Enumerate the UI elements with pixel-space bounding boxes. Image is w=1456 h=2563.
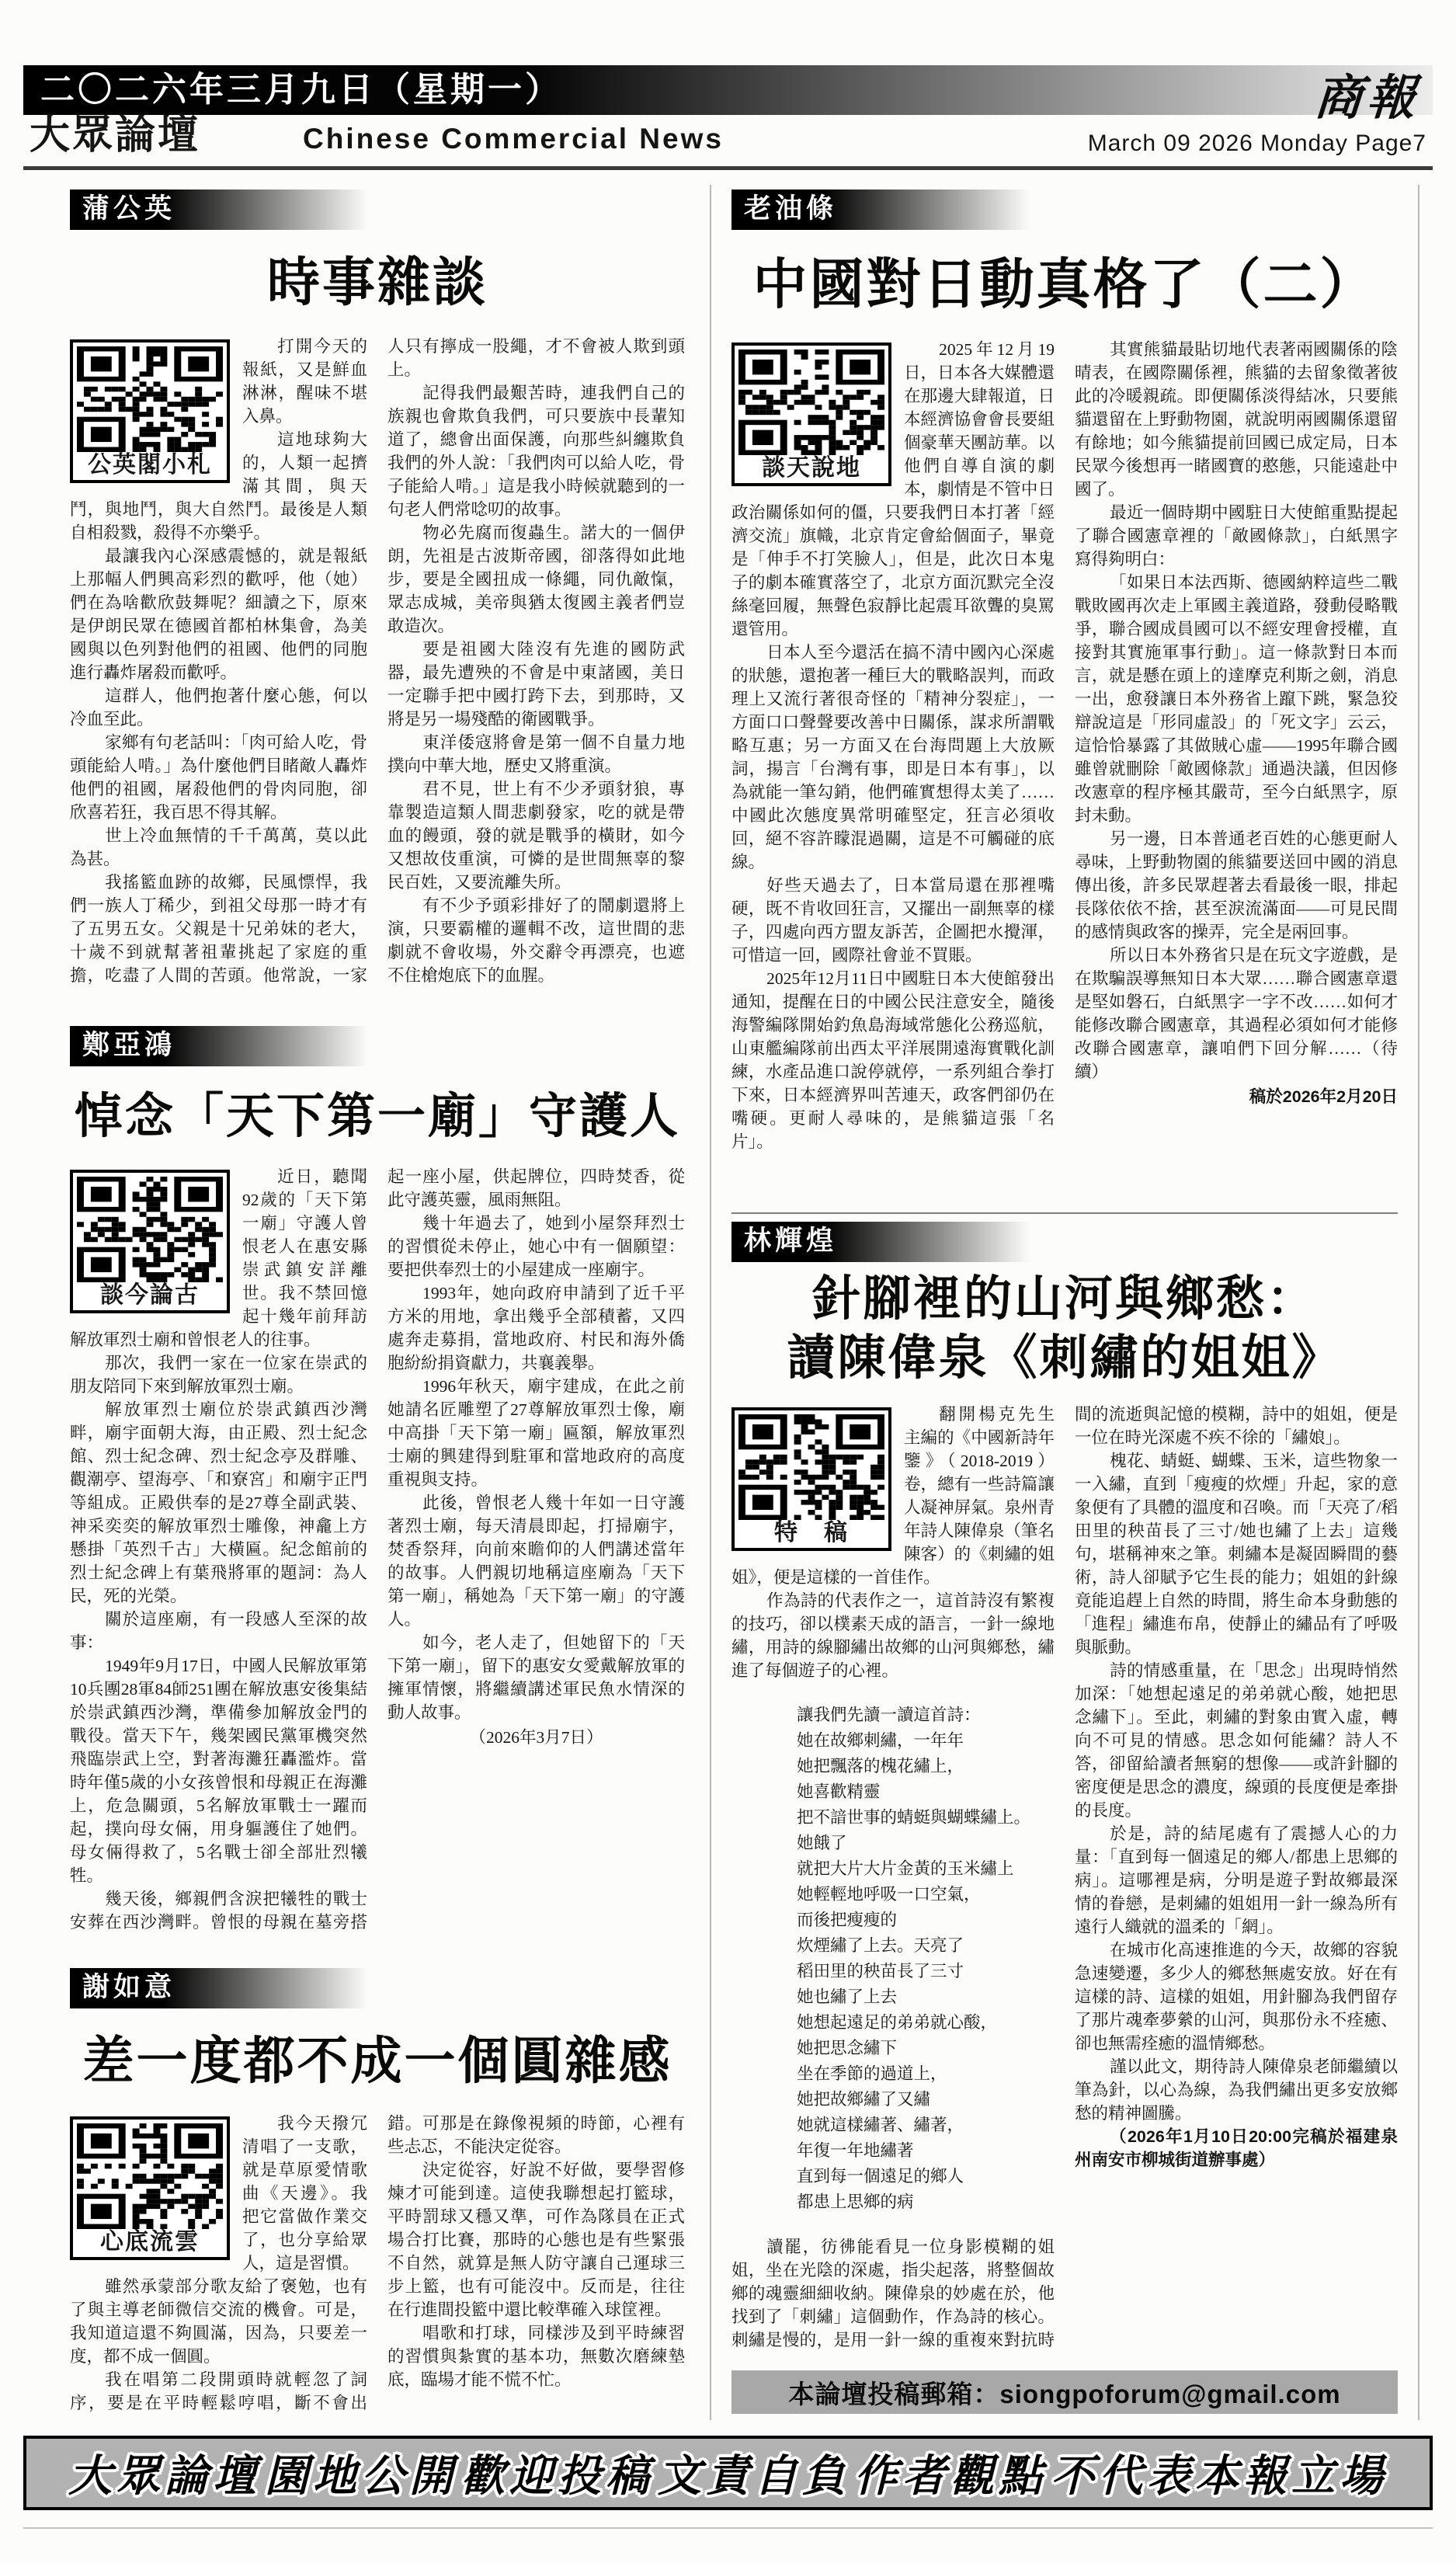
poem-line: 稻田里的秧苗長了三寸 [797,1962,964,1981]
qr-caption: 特 稿 [774,1520,849,1546]
para: 所以日本外務省只是在玩文字遊戲，是在欺騙誤導無知日本大眾……聯合國憲章還是堅如磐石，白紙黑字一字不改……如何才能修改聯合國憲章，其過程必須如何才能修改聯合國憲章，讓咱們下回分解……（待續） [1075,946,1398,1081]
subheader [23,113,1433,160]
article-date: 稿於2026年2月20日 [1249,1087,1398,1106]
article-date: （2026年1月10日20:00完稿於福建泉州南安市柳城街道辦事處） [1075,2127,1398,2170]
column-divider [710,185,711,2420]
qr-caption: 心底流雲 [100,2229,200,2255]
article-title-line2: 讀陳偉泉《刺繡的姐姐》 [787,1330,1343,1385]
poem-line: 就把大片大片金黃的玉米繡上 [797,1859,1014,1879]
article-title: 時事雜談 [266,253,488,312]
author-tag: 林輝煌 [731,1222,1042,1262]
poem-line: 讓我們先讀一讀這首詩： [797,1706,981,1725]
submission-email-bar [731,2370,1398,2414]
right-edge-rule [1418,185,1420,2420]
date-page-english: March 09 2026 Monday Page7 [1087,130,1426,156]
header-rule [23,166,1433,170]
forum-name: 大眾論壇 [30,113,201,158]
para: 我今天撥冗清唱了一支歌，就是草原愛情歌曲《天邊》。我把它當做作業交了，也分享給眾人，這是習慣。 [242,2114,367,2273]
header-date-cn: 二〇二六年三月九日（星期一） [40,71,562,109]
para: 這地球夠大的，人類一起擠滿其間，與天鬥，與地鬥，與大自然鬥。最後是人類自相殺戮，殺得不亦樂乎。 [70,430,367,542]
author-tag: 蒲公英 [70,190,381,230]
header-date-bar [23,65,1433,126]
para: 如今，老人走了，但她留下的「天下第一廟」，留下的惠安女愛戴解放軍的擁軍情懷，將繼續講述軍民魚水情深的動人故事。 [387,1633,685,1722]
qr-code-icon [77,346,223,452]
article-title-line1: 針腳裡的山河與鄉愁： [811,1272,1317,1326]
para: 近日，聽聞92歲的「天下第一廟」守護人曾恨老人在惠安縣崇武鎮安詳離世。我不禁回憶起十幾年前拜訪解放軍烈士廟和曾恨老人的往事。 [70,1167,367,1349]
para: 要是祖國大陸沒有先進的國防武器，最先遭殃的不會是中東諸國，美日一定聯手把中國打跨下去，到那時，又將是另一場殘酷的衛國戰爭。 [387,640,685,729]
para: 於是，詩的結尾處有了震撼人心的力量：「直到每一個遠足的鄉人/都患上思鄉的病」。這哪裡是病，分明是遊子對故鄉最深情的眷戀，是刺繡的姐姐用一針一線為所有遠行人織就的溫柔的「網」。 [1075,1824,1398,1937]
para: 決定從容，好說不好做，要學習修煉才可能到達。這使我聯想起打籃球，平時罰球又穩又準，可作為隊員在正式場合打比賽，那時的心態也是有些緊張不自然，就算是無人防守讓自己運球三步上籃，也有可能沒中。反而是，往往在行進間投籃中還比較準確入球筐裡。 [387,2161,685,2319]
para: 1996年秋天，廟宇建成，在此之前她請名匠雕塑了27尊解放軍烈士像，廟中高掛「天下第一廟」匾額，解放軍烈士廟的興建得到駐軍和當地政府的高度重視與支持。 [387,1377,685,1489]
para: 其實熊貓最貼切地代表著兩國關係的陰晴表，在國際關係裡，熊貓的去留象徵著彼此的冷暖親疏。即便關係淡得結冰，只要熊貓還留在上野動物園，就說明兩國關係還留有餘地；如今熊貓提前回國已成定局，日本民眾今後想再一睹國寶的憨態，只能遠赴中國了。 [1075,340,1398,499]
para: 翻開楊克先生主編的《中國新詩年鑒》（2018-2019）卷，總有一些詩篇讓人凝神屏氣。泉州青年詩人陳偉泉（筆名陳客）的《刺繡的姐姐》，便是這樣的一首佳作。 [731,1405,1055,1588]
qr-code-icon [77,1177,223,1282]
bottom-rule [23,2527,1433,2529]
poem-line: 她輕輕地呼吸一口空氣， [797,1885,981,1904]
article-body [731,1403,1398,2358]
article-zhenjiao-shanhe [731,1222,1398,2358]
para: 1993年，她向政府申請到了近千平方米的用地，拿出幾乎全部積蓄，又四處奔走募捐，當地政府、村民和海外僑胞紛紛捐資獻力，共襄義舉。 [387,1284,685,1372]
article-title: 差一度都不成一個圓雜感 [82,2032,672,2089]
para: 物必先腐而復蟲生。諾大的一個伊朗，先祖是古波斯帝國，卻落得如此地步，要是全國扭成一條繩，同仇敵愾，眾志成城，美帝與猶太復國主義者們豈敢造次。 [387,523,685,635]
qr-caption: 公英閣小札 [88,452,212,478]
para: 「如果日本法西斯、德國納粹這些二戰戰敗國再次走上軍國主義道路，發動侵略戰爭，聯合國成員國可以不經安理會授權，直接對其實施軍事行動」。這一條款對日本而言，就是懸在頭上的達摩克利斯之劍，消息一出，愈發讓日本外務省上躥下跳，緊急狡辯說這是「形同虛設」的「死文字」云云，這恰恰暴露了其做賊心虛——1995年聯合國雖曾就刪除「敵國條款」通過決議，但因修改憲章的程序極其嚴苛，至今白紙黑字，原封未動。 [1075,573,1398,825]
para: 我在唱第二段開頭時就輕忽了詞序，要是在平時輕鬆哼唱，斷不會出錯。可那是在錄像視頻的時節，心裡有些忐忑，不能決定從容。 [70,2114,685,2412]
article-title: 悼念「天下第一廟」守護人 [74,1090,680,1143]
footer-phrase-viewpoint: 作者觀點 [854,2450,1047,2502]
paper-name-english: Chinese Commercial News [303,123,724,155]
para: 槐花、蜻蜓、蝴蝶、玉米，這些物象一一入繡，直到「瘦瘦的炊煙」升起，家的意象便有了具體的溫度和召喚。而「天亮了/稻田里的秧苗長了三寸/她也繡了上去」這幾句，堪稱神來之筆。刺繡本是凝固瞬間的藝術，詩人卻賦予它生長的能力；姐姐的針線竟能追趕上自然的時間，將生命本身動態的「進程」繡進布帛，使靜止的繡品有了呼吸與脈動。 [1075,1452,1398,1657]
article-body [731,338,1398,1195]
para: 謹以此文，期待詩人陳偉泉老師繼續以筆為針，以心為線，為我們繡出更多安放鄉愁的精神圖騰。 [1075,2057,1398,2123]
qr-box [731,343,891,486]
right-column-group [731,186,1398,2414]
poem-block [797,1702,1055,2215]
left-column-group [70,186,685,2429]
article-body [70,2112,685,2429]
article-date: （2026年3月7日） [469,1728,603,1747]
para: 唱歌和打球，同樣涉及到平時練習的習慣與紮實的基本功，無數次磨練墊底，臨場才能不慌不忙。 [387,2324,685,2389]
para: 打開今天的報紙，又是鮮血淋淋，醒味不堪入鼻。 [242,337,367,426]
poem-line: 她在故鄉刺繡，一年年 [797,1731,964,1751]
para: 在城市化高速推進的今天，故鄉的容貌急速變遷，多少人的鄉愁無處安放。好在有這樣的詩、這樣的姐姐，用針腳為我們留存了那片魂牽夢縈的山河，與那份永不痊癒、卻也無需痊癒的溫情鄉愁。 [1075,1941,1398,2054]
qr-box [70,1170,230,1313]
qr-box [731,1407,891,1551]
poem-line: 她就這樣繡著、繡著， [797,2116,964,2135]
poem-line: 坐在季節的過道上， [797,2064,947,2084]
para: 2025年12月19日，日本各大媒體還在那邊大肆報道，日本經濟協會會長要組個豪華天團訪華。以他們自導自演的劇本，劇情是不管中日政治關係如何的僵，只要我們日本打著「經濟交流」旗幟，北京肯定會給個面子，畢竟是「伸手不打笑臉人」，但是，此次日本鬼子的劇本確實落空了，北京方面沉默完全沒絲毫回履，無聲色寂靜比起震耳欲聾的臭罵還管用。 [731,340,1055,638]
para: 關於這座廟，有一段感人至深的故事： [70,1610,367,1652]
footer-phrase-forum: 大眾論壇 [68,2450,261,2502]
poem-line: 年復一年地繡著 [797,2141,914,2161]
poem-line: 她想起遠足的弟弟就心酸， [797,2013,998,2033]
para: 讀罷，彷彿能看見一位身影模糊的姐姐，坐在光陰的深處，指尖起落，將整個故鄉的魂靈細細收納。陳偉泉的妙處在於，他找到了「刺繡」這個動作，作為詩的核心。刺繡是慢的，是用一針一線的重複來對抗時間的流逝與記憶的模糊，詩中的姐姐，便是一位在時光深處不疾不徐的「繡娘」。 [731,1405,1398,2350]
para: 解放軍烈士廟位於崇武鎮西沙灣畔，廟宇面朝大海，由正殿、烈士紀念館、烈士紀念碑、烈士紀念亭及群雕、觀潮亭、望海亭、「和寮宮」和廟宇正門等組成。正殿供奉的是27尊全副武裝、神采奕奕的解放軍烈士雕像，神龕上方懸掛「英烈千古」大橫匾。紀念館前的烈士紀念碑上有葉飛將軍的題詞：為人民，死的光榮。 [70,1400,367,1605]
para: 君不見，世上有不少矛頭豺狼，專靠製造這類人間悲劇發家，吃的就是帶血的饅頭，發的就是戰爭的橫財，如今又想故伎重演，可憐的是世間無辜的黎民百姓，又要流離失所。 [387,780,685,892]
poem-line: 她把故鄉繡了又繡 [797,2090,931,2109]
para: 我搖籃血跡的故鄉，民風慓悍，我們一族人丁稀少，到祖父母那一時才有了五男五女。父親是十兄弟妹的老大，十歲不到就幫著祖輩挑起了家庭的重擔，吃盡了人間的苦頭。他常說，一家人只有擰成一股繩，才不會被人欺到頭上。 [70,337,685,985]
poem-line: 把不諳世事的蜻蜓與蝴蝶繡上。 [797,1808,1031,1827]
article-title [731,1270,1398,1387]
footer-phrase-disclaimer: 不代表本報立場 [1051,2450,1388,2502]
para: 詩的情感重量，在「思念」出現時悄然加深：「她想起遠足的弟弟就心酸，她把思念繡下」。至此，刺繡的對象由實入虛，轉向不可見的情感。思念如何能繡？詩人不答，卻留給讀者無窮的想像——或許針腳的密度便是思念的濃度，線頭的長度便是牽掛的長度。 [1075,1661,1398,1821]
author-tag: 謝如意 [70,1968,381,2008]
para: 1949年9月17日，中國人民解放軍第10兵團28軍84師251團在解放惠安後集結於崇武鎮西沙灣，準備參加解放金門的戰役。當天下午，幾架國民黨軍機突然飛臨崇武上空，對著海灘狂轟濫炸。當時年僅5歲的小女孩曾恨和母親正在海灘上，危急關頭，5名解放軍戰士一躍而起，撲向母女倆，用身軀護住了她們。母女倆得救了，5名戰士卻全部壯烈犧牲。 [70,1657,367,1885]
para: 家鄉有句老話叫：「肉可給人吃，骨頭能給人啃。」為什麼他們目睹敵人轟炸他們的祖國，屠殺他們的骨肉同胞，卻欣喜若狂，我百思不得其解。 [70,733,367,822]
para: 這群人，他們抱著什麼心態，何以冷血至此。 [70,687,367,729]
poem-line: 她把飄落的槐花繡上， [797,1757,964,1776]
para: 另一邊，日本普通老百姓的心態更耐人尋味，上野動物園的熊貓要送回中國的消息傳出後，許多民眾趕著去看最後一眼，排起長隊依依不捨，甚至淚流滿面——可見民間的感情與政客的操弄，完全是兩回事。 [1075,829,1398,941]
poem-line: 她餓了 [797,1834,847,1853]
poem-line: 直到每一個遠足的鄉人 [797,2167,964,2186]
poem-line: 而後把瘦瘦的 [797,1911,898,1930]
poem-line: 炊煙繡了上去。天亮了 [797,1936,964,1956]
para: 最讓我內心深感震憾的，就是報紙上那幅人們興高彩烈的歡呼，他（她）們在為啥歡欣鼓舞呢？細讀之下，原來是伊朗民眾在德國首都柏林集會，為美國與以色列對他們的祖國、他們的同胞進行轟炸屠殺而歡呼。 [70,547,367,682]
para: 此後，曾恨老人幾十年如一日守護著烈士廟，每天清晨即起，打掃廟宇，焚香祭拜，向前來瞻仰的人們講述當年的故事。人們親切地稱這座廟為「天下第一廟」，稱她為「天下第一廟」的守護人。 [387,1494,685,1629]
qr-code-icon [738,350,884,455]
article-body [70,1165,685,1965]
article-chayidu-zagan [70,1968,685,2429]
qr-caption: 談今論古 [100,1282,200,1308]
para: 記得我們最艱苦時，連我們自己的族親也會欺負我們，可只要族中長輩知道了，總會出面保護，向那些糾纏欺負我們的外人說：「我們肉可以給人吃，骨子能給人啃。」這是我小時候就聽到的一句老人們常唸叨的故事。 [387,384,685,519]
article-divider-rule [731,1212,1398,1214]
poem-line: 她把思念繡下 [797,2039,898,2058]
footer-banner [23,2436,1433,2510]
para: 最近一個時期中國駐日大使館重點提起了聯合國憲章裡的「敵國條款」，白紙黑字寫得夠明白： [1075,503,1398,569]
para: 2025年12月11日中國駐日本大使館發出通知，提醒在日的中國公民注意安全，隨後海警編隊開始釣魚島海域常態化公務巡航，山東艦編隊前出西太平洋展開遠海實戰化訓練，水產品進口說停就停，一系列組合拳打下來，日本經濟界叫苦連天，政客們卻仍在嘴硬。更耐人尋味的，是熊貓這張「名片」。 [731,969,1055,1151]
poem-line: 她也繡了上去 [797,1987,898,2007]
poem-line: 都患上思鄉的病 [797,2193,914,2212]
article-shishi-zatan [70,190,685,1023]
para: 世上冷血無情的千千萬萬，莫以此為甚。 [70,826,367,868]
footer-phrase-open: 園地公開 [265,2450,457,2502]
para: 有不少予頭彩排好了的鬧劇還將上演，只要霸權的邏輯不改，這世間的悲劇就不會收場，外交辭令再漂亮，也遮不住槍炮底下的血腥。 [387,896,685,985]
article-title: 中國對日動真格了（二） [752,254,1377,315]
author-tag: 鄭亞鴻 [70,1026,381,1066]
para: 東洋倭寇將會是第一個不自量力地撲向中華大地，歷史又將重演。 [387,733,685,775]
qr-box [70,339,230,483]
author-tag: 老油條 [731,190,1042,230]
footer-phrase-responsibility: 文責自負 [658,2450,850,2502]
para: 作為詩的代表作之一，這首詩沒有繁複的技巧，卻以樸素天成的語言，一針一線地繡，用詩的線腳繡出故鄉的山河與鄉愁，繡進了每個遊子的心裡。 [731,1591,1055,1681]
para: 雖然承蒙部分歌友給了褒勉，也有了與主導老師微信交流的機會。可是，我知道這還不夠圓滿，因為，只要差一度，都不成一個圓。 [70,2277,367,2366]
poem-line: 她喜歡精靈 [797,1782,881,1802]
footer-phrase-welcome: 歡迎投稿 [461,2450,654,2502]
para: 那次，我們一家在一位家在崇武的朋友陪同下來到解放軍烈士廟。 [70,1354,367,1396]
para: 好些天過去了，日本當局還在那裡嘴硬，既不肯收回狂言，又擺出一副無辜的樣子，四處向西方盟友訴苦，企圖把水攪渾，可惜這一回，國際社會並不買賬。 [731,876,1055,965]
qr-code-icon [77,2123,223,2229]
masthead-logo: 商報 [1312,69,1423,126]
qr-code-icon [738,1414,884,1520]
para: 日本人至今還活在搞不清中國內心深處的狀態，還抱著一種巨大的戰略誤判，而政理上又流行著很奇怪的「精神分裂症」，一方面口口聲聲要改善中日關係，謀求所謂戰略互惠；另一方面又在台海問題上大放厥詞，揚言「台灣有事，即是日本有事」，以為就能一筆勾銷，他們確實想得太美了……中國此次態度異常明確堅定，狂言必須收回，絕不容許矇混過關，這是不可觸碰的底線。 [731,643,1055,871]
qr-box [70,2116,230,2260]
para: 幾天後，鄉親們含淚把犧牲的戰士安葬在西沙灣畔。曾恨的母親在墓旁搭起一座小屋，供起牌位，四時焚香，從此守護英靈，風雨無阻。 [70,1167,685,1932]
article-daonian-shouhuren [70,1026,685,1965]
para: 幾十年過去了，她到小屋祭拜烈士的習慣從未停止，她心中有一個願望：要把供奉烈士的小屋建成一座廟宇。 [387,1214,685,1279]
article-zhongguo-duiri [731,190,1398,1195]
submission-email-text: 本論壇投稿郵箱：siongpoforum@gmail.com [788,2379,1341,2408]
article-body [70,335,685,1023]
qr-caption: 談天說地 [762,455,861,481]
